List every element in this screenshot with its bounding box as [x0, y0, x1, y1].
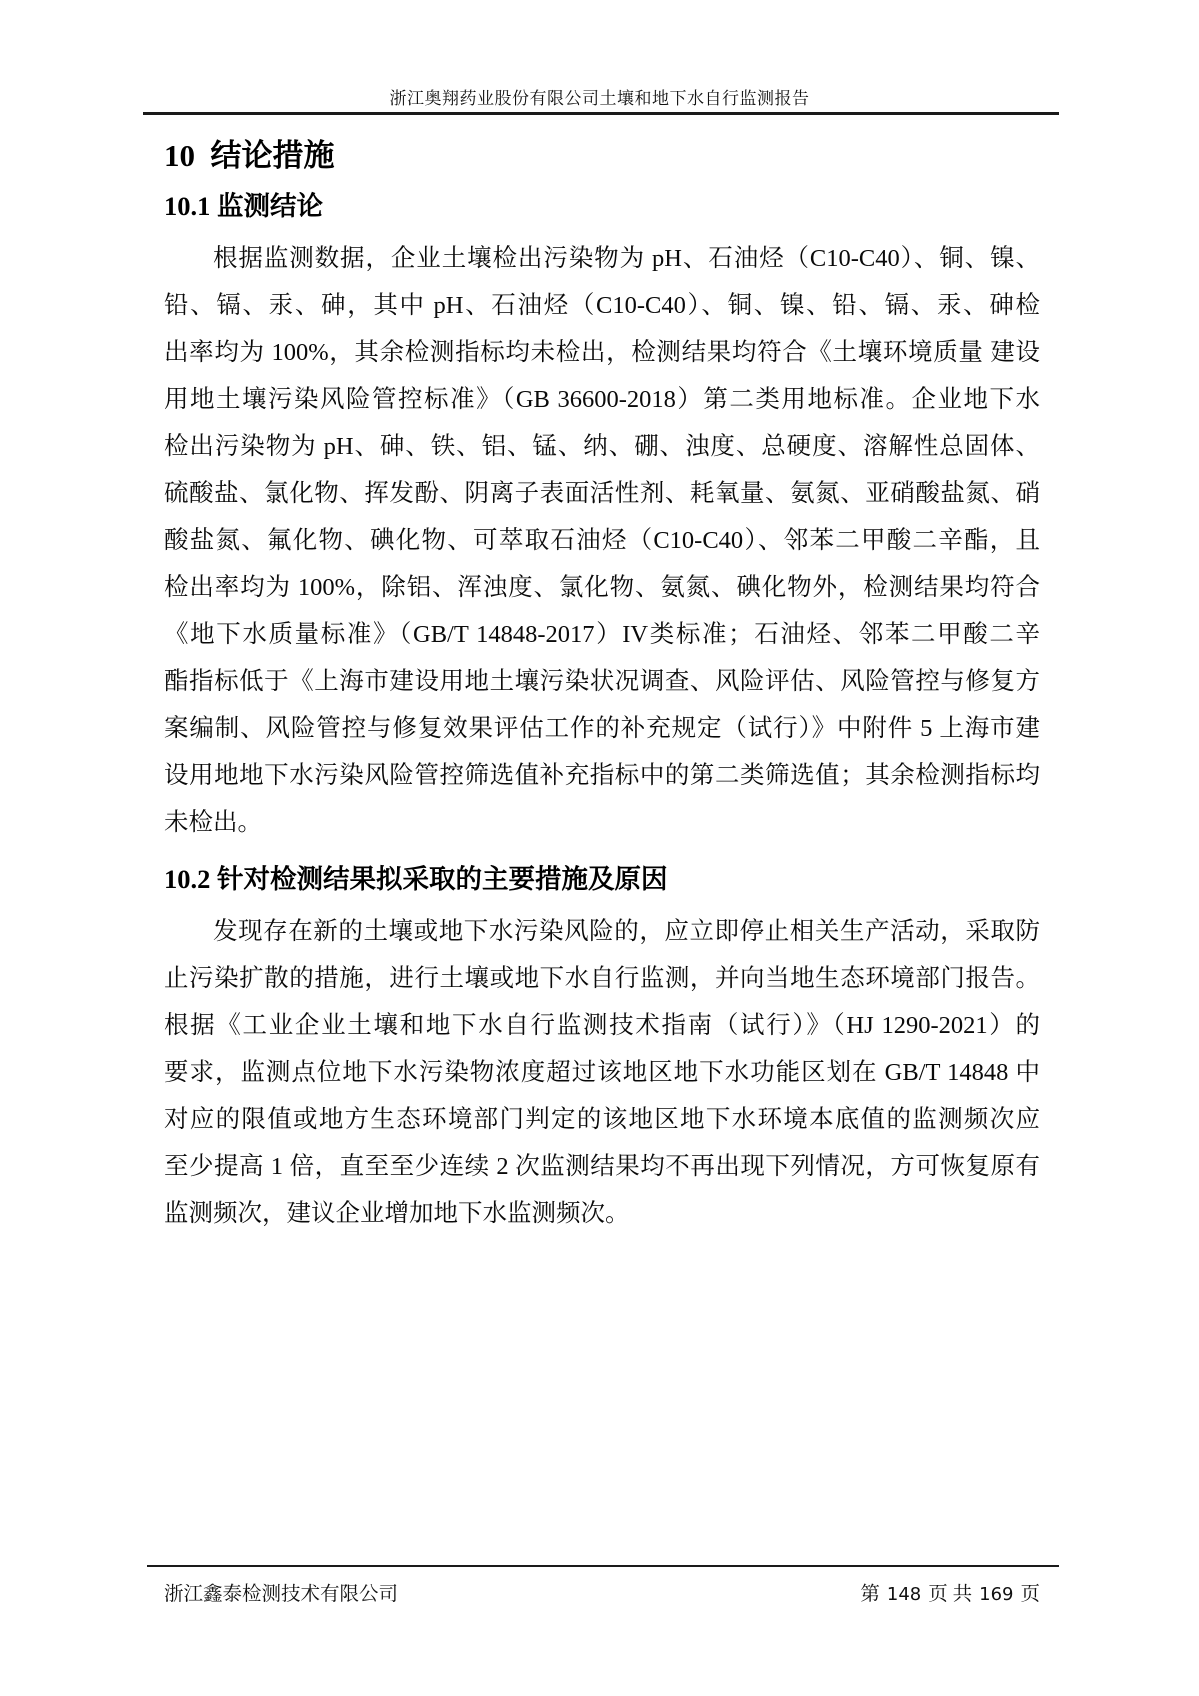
paragraph-line: 未检出。 — [164, 809, 262, 836]
footer-page-prefix: 第 — [860, 1584, 880, 1605]
chapter-heading: 10 结论措施 — [164, 138, 335, 173]
paragraph-line: 至少提高 1 倍，直至至少连续 2 次监测结果均不再出现下列情况，方可恢复原有 — [164, 1153, 1040, 1180]
footer-divider — [147, 1565, 1059, 1567]
section-heading-10-2: 10.2 针对检测结果拟采取的主要措施及原因 — [164, 864, 668, 894]
paragraph-line: 监测频次，建议企业增加地下水监测频次。 — [164, 1200, 630, 1227]
section-10-2-paragraph — [164, 908, 1040, 1237]
paragraph-line: 《地下水质量标准》（GB/T 14848-2017）IV类标准；石油烃、邻苯二甲酸二辛 — [164, 621, 1040, 648]
section-10-1-paragraph — [164, 235, 1040, 846]
footer-page-number — [860, 1578, 1040, 1606]
footer-page-middle: 页 共 — [928, 1584, 973, 1605]
footer-company: 浙江鑫泰检测技术有限公司 — [164, 1584, 399, 1605]
section-heading-10-1: 10.1 监测结论 — [164, 191, 323, 221]
paragraph-line: 出率均为 100%，其余检测指标均未检出，检测结果均符合《土壤环境质量 建设 — [164, 339, 1040, 366]
header-divider — [143, 112, 1059, 115]
footer-page-suffix: 页 — [1020, 1584, 1040, 1605]
footer-current-page: 148 — [886, 1584, 922, 1605]
paragraph-line: 酯指标低于《上海市建设用地土壤污染状况调查、风险评估、风险管控与修复方 — [164, 668, 1040, 695]
paragraph-line: 案编制、风险管控与修复效果评估工作的补充规定（试行）》中附件 5 上海市建 — [164, 715, 1040, 742]
paragraph-line: 发现存在新的土壤或地下水污染风险的，应立即停止相关生产活动，采取防 — [213, 918, 1040, 945]
paragraph-line: 根据《工业企业土壤和地下水自行监测技术指南（试行）》（HJ 1290-2021）的 — [164, 1012, 1040, 1039]
page-content — [164, 134, 1040, 1237]
paragraph-line: 酸盐氮、氟化物、碘化物、可萃取石油烃（C10-C40）、邻苯二甲酸二辛酯，且 — [164, 527, 1040, 554]
paragraph-line: 对应的限值或地方生态环境部门判定的该地区地下水环境本底值的监测频次应 — [164, 1106, 1040, 1133]
paragraph-line: 设用地地下水污染风险管控筛选值补充指标中的第二类筛选值；其余检测指标均 — [164, 762, 1040, 789]
paragraph-line: 根据监测数据，企业土壤检出污染物为 pH、石油烃（C10-C40）、铜、镍、 — [213, 245, 1040, 272]
paragraph-line: 止污染扩散的措施，进行土壤或地下水自行监测，并向当地生态环境部门报告。 — [164, 965, 1040, 992]
footer-total-pages: 169 — [979, 1584, 1014, 1605]
paragraph-line: 检出污染物为 pH、砷、铁、铝、锰、纳、硼、浊度、总硬度、溶解性总固体、 — [164, 433, 1040, 460]
paragraph-line: 要求，监测点位地下水污染物浓度超过该地区地下水功能区划在 GB/T 14848 中 — [164, 1059, 1040, 1086]
paragraph-line: 检出率均为 100%，除铝、浑浊度、氯化物、氨氮、碘化物外，检测结果均符合 — [164, 574, 1040, 601]
paragraph-line: 硫酸盐、氯化物、挥发酚、阴离子表面活性剂、耗氧量、氨氮、亚硝酸盐氮、硝 — [164, 480, 1040, 507]
paragraph-line: 铅、镉、汞、砷，其中 pH、石油烃（C10-C40）、铜、镍、铅、镉、汞、砷检 — [164, 292, 1040, 319]
header-title: 浙江奥翔药业股份有限公司土壤和地下水自行监测报告 — [389, 89, 810, 108]
paragraph-line: 用地土壤污染风险管控标准》（GB 36600-2018）第二类用地标准。企业地下水 — [164, 386, 1040, 413]
